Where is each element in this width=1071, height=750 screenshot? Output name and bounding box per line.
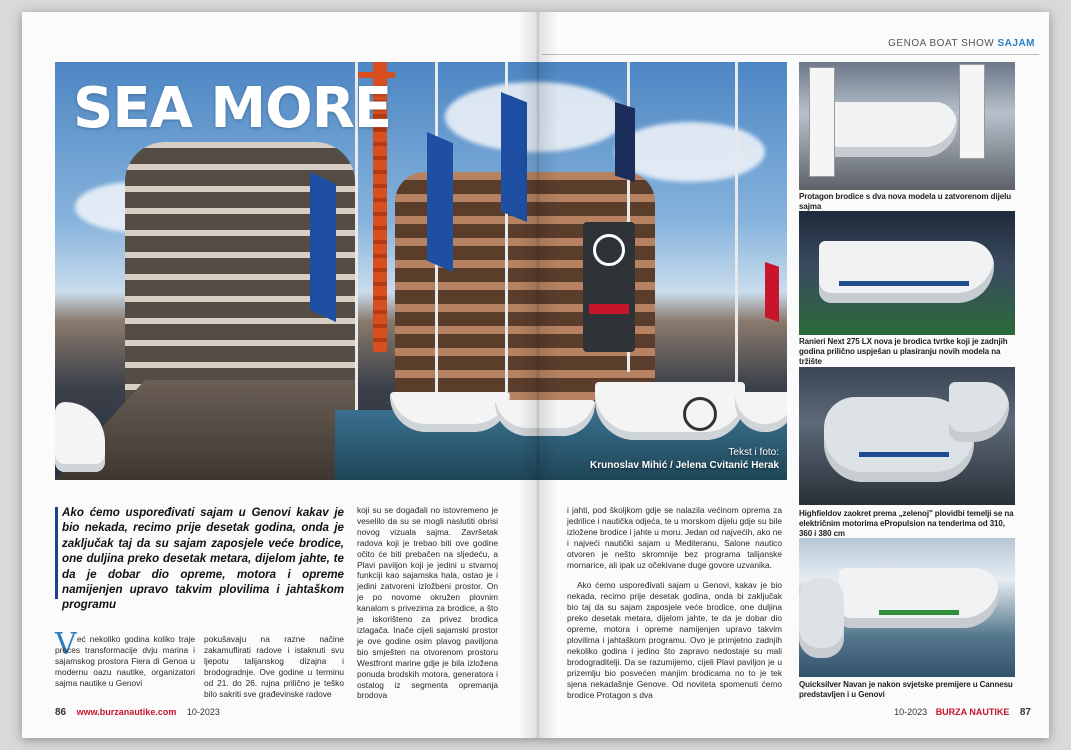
section-name: GENOA BOAT SHOW [888,38,995,49]
photo-protagon [799,62,1015,190]
section-category: SAJAM [997,38,1035,49]
body-column-1: eć nekoliko godina koliko traje proces transformacije dvju marina i sajamskog prostora Fiera di Genoa u modernu oazu nautike, organizatori sajma nautike u Genovi [55,634,195,688]
cloud [615,122,765,182]
magazine-spread [22,12,1049,738]
photo-ranieri [799,211,1015,335]
boat-shape [827,102,957,157]
article-title: SEA MORE [73,76,392,141]
red-flag [765,262,779,322]
website-link[interactable]: www.burzanautike.com [76,707,177,717]
boat-shape [839,568,999,628]
boat-shape [819,241,994,303]
caption-quicksilver: Quicksilver Navan je nakon svjetske premijere u Cannesu predstavljen i u Genovi [799,680,1013,699]
page-number-right: 87 [1019,707,1031,718]
body-paragraph: i jahti, pod školjkom gdje se nalazila većinom oprema za jedrilice i nautička odjeća, te u morskom dijelu gdje su bile izložene brodice i jahte u moru. Jedan od najvećih, ako ne i najveći nautički sajam u Mediteranu, Salone nautico otvoren je nešto skromnije bez programa talijanske mornarice, ali ipak uz očekivane duge govore uzvanika. [567,505,782,570]
catana-sail-banner [583,222,635,352]
caption-ranieri: Ranieri Next 275 LX nova je brodica tvrtke koji je zadnjih godina prilično uspješan u plasiranju novih modela na tržište [799,337,1008,366]
caption-highfield: Highfieldov zaokret prema „zelenoj" plovidbi temelji se na električnim motorima ePropulsion na tenderima od 310, 360 i 380 cm [799,509,1014,538]
oc-hull-logo-icon [683,397,717,431]
photo-quicksilver [799,538,1015,677]
credit-label: Tekst i foto: [728,447,779,458]
benetti-flag [501,92,527,222]
hull-stripe [879,610,959,615]
cloud [445,82,625,152]
folio-left [55,707,220,718]
body-column-4 [567,505,782,701]
issue-right: 10-2023 [894,707,928,717]
body-paragraph: Ako ćemo uspoređivati sajam u Genovi, kakav je bio nekada, recimo prije desetak godina, onda bi zaključak bio taj da su sajam zaposjele veće brodice, one duljina preko desetak metara, dijelom jahte, te da je dobar dio opreme, motora i opreme namijenjen upravo takvim plovilima i jahtaškom programu. Ovo je primjetno zadnjih nekoliko godina i jedino što zapravo nedostaje su mali brodograditelji. Da se razumijemo, cijeli Plavi paviljon je u prizemlju bio posvećen manjim brodicama no to je tek sjena nekadašnje Genove. Od noviteta spomenuti ćemo brodice Protagon s dva [567,580,782,700]
photo-highfield [799,367,1015,505]
running-header [888,38,1035,49]
rib-tube [799,578,844,658]
folio-right [894,707,1031,718]
boat-hull [390,392,510,432]
hull-stripe [839,281,969,286]
body-column-3: koji su se događali no istovremeno je veselilo da su se mogli naslutiti obrisi novog vizuala sajma. Završetak radova koji je trebao biti ove godine očito će biti prebačen na sljedeću, a Plavi paviljon koji je jedini u stvarnoj funkciji kao sajamska hala, ostao je i jedini zatvoreni izložbeni prostor. On je po novome okružen plovnim kanalom s privezima za brodice, a što je iskorišteno za privez brodica izlagača. Inače cijeli sajamski prostor je ove godine osim plavog paviljona bio smješten na otvorenom prostoru Westfront marine gdje je bila izložena ponuda brodskih motora, generatora i ostalog iz segmenta opremanja brodova [357,505,498,701]
mast [735,62,738,382]
vertical-banner [809,67,835,177]
page-number-left: 86 [55,707,67,718]
hull-stripe [859,452,949,457]
hero-photo [55,62,787,480]
body-column-2: pokušavaju na razne načine zakamuflirati radove i istaknuti svu ljepotu talijanskog dizajna i brodogradnje. Ove godine u terminu od 21. do 26. rujna prilično je teško bilo sakriti sve građevinske radove [204,634,344,699]
azimut-flag [427,132,453,272]
credit-names: Krunoslav Mihić / Jelena Cvitanić Herak [590,460,779,471]
photo-credit [590,446,779,472]
catana-brand-mark [589,304,629,314]
caption-protagon: Protagon brodice s dva nova modela u zatvorenom dijelu sajma [799,192,1011,211]
header-rule [542,54,1039,55]
lead-paragraph: Ako ćemo uspoređivati sajam u Genovi kakav je bio nekada, recimo prije desetak godina, onda je zaključak taj da su sajam zaposjele veće brodice, one duljina preko desetak metara, dijelom jahte, te da je dobar dio opreme, motora i opreme namijenjen upravo takvim plovilima i jahtaškom programu [62,506,344,612]
drop-cap: V [55,627,77,662]
rib-tender [949,382,1009,442]
magazine-name: BURZA NAUTIKE [935,707,1010,717]
lead-accent-bar [55,507,58,599]
oc-logo-icon [593,234,625,266]
issue-left: 10-2023 [186,707,220,717]
boat-bow [55,402,105,472]
boat-hull [495,400,595,436]
sail-banner [615,102,635,182]
catamaran-hull [595,382,745,440]
azimut-flag [310,172,336,322]
vertical-banner [959,64,985,159]
